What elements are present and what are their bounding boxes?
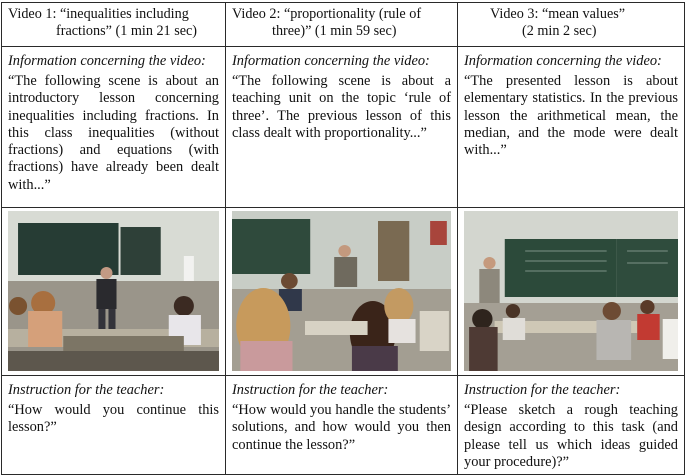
video-3-info-label: Information concerning the video: bbox=[464, 53, 662, 69]
video-1-info bbox=[2, 47, 226, 208]
video-1-info-text: “The following scene is about an introductory lesson concerning inequalities including fractions. In this class inequalities (without fractions) and equations (with fractions) have already been dealt with...” bbox=[8, 73, 219, 193]
video-3-title-line1: Video 3: “mean values” bbox=[490, 6, 626, 22]
video-2-info bbox=[226, 47, 458, 208]
video-2-title-line2: three)” (1 min 59 sec) bbox=[272, 23, 397, 39]
video-2-instruction-text: “How would you handle the students’ solutions, and how would you then continue the lesson?” bbox=[232, 402, 451, 453]
video-3-title-line2: (2 min 2 sec) bbox=[522, 23, 597, 39]
video-2-title bbox=[226, 3, 458, 47]
video-1-title bbox=[2, 3, 226, 47]
video-1-title-line2: fractions” (1 min 21 sec) bbox=[56, 23, 198, 39]
video-1-title-line1: Video 1: “inequalities including bbox=[8, 6, 189, 22]
video-3-title bbox=[458, 3, 685, 47]
header-row bbox=[2, 3, 685, 47]
video-3-instruction bbox=[458, 376, 685, 475]
video-3-photo-cell bbox=[458, 208, 685, 376]
video-1-instruction-text: “How would you continue this lesson?” bbox=[8, 402, 219, 436]
video-2-instruction-label: Instruction for the teacher: bbox=[232, 382, 389, 398]
video-2-instruction bbox=[226, 376, 458, 475]
video-1-instruction-label: Instruction for the teacher: bbox=[8, 382, 165, 398]
video-2-photo-cell bbox=[226, 208, 458, 376]
video-1-classroom-photo bbox=[8, 211, 219, 371]
video-2-title-line1: Video 2: “proportionality (rule of bbox=[232, 6, 422, 22]
video-3-classroom-photo bbox=[464, 211, 678, 371]
video-3-instruction-text: “Please sketch a rough teaching design according to this task (and please tell us which ideas guided your procedure)?” bbox=[464, 402, 678, 470]
video-3-info bbox=[458, 47, 685, 208]
video-2-info-text: “The following scene is about a teaching unit on the topic ‘rule of three’. The previous lesson of this class dealt with proportionality...” bbox=[232, 73, 451, 141]
video-1-photo-cell bbox=[2, 208, 226, 376]
video-table bbox=[1, 2, 685, 475]
info-row bbox=[2, 47, 685, 208]
image-row bbox=[2, 208, 685, 376]
video-1-info-label: Information concerning the video: bbox=[8, 53, 206, 69]
video-2-info-label: Information concerning the video: bbox=[232, 53, 430, 69]
video-3-instruction-label: Instruction for the teacher: bbox=[464, 382, 621, 398]
instruction-row bbox=[2, 376, 685, 475]
video-2-classroom-photo bbox=[232, 211, 451, 371]
video-1-instruction bbox=[2, 376, 226, 475]
video-3-info-text: “The presented lesson is about elementary statistics. In the previous lesson the arithmetical mean, the median, and the mode were dealt with...” bbox=[464, 73, 678, 159]
